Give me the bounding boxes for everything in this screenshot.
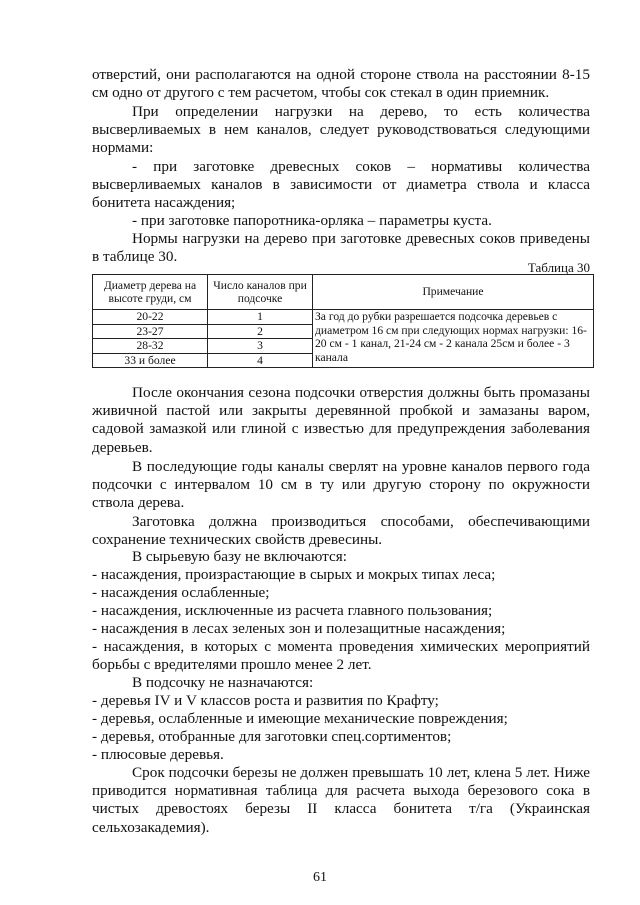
table-row: [93, 310, 594, 325]
paragraph-next-years: В последующие годы каналы сверлят на уровне каналов первого года подсочки с интервалом 10 см в ту или другую сторону по окружности ствола дерева.: [92, 458, 590, 512]
paragraph-after-season: После окончания сезона подсочки отверстия должны быть промазаны живичной пастой или закрыты деревянной пробкой и замазаны варом, садовой замазкой или глиной с известью для предупреждения заболевания деревьев.: [92, 384, 590, 456]
paragraph-continuation: отверстий, они располагаются на одной стороне ствола на расстоянии 8-15 см одно от другого с тем расчетом, чтобы сок стекал в один приемник.: [92, 66, 590, 102]
list-item-fern: - при заготовке папоротника-орляка – параметры куста.: [132, 212, 492, 229]
list-item: - насаждения ослабленные;: [92, 584, 270, 601]
paragraph-period: Срок подсочки березы не должен превышать 10 лет, клена 5 лет. Ниже приводится нормативная таблица для расчета выхода березового сока в чистых древостоях березы II класса бонитета т/га (Украинская сельхозакадемия).: [92, 764, 590, 836]
list-item: - насаждения, исключенные из расчета главного пользования;: [92, 602, 493, 619]
paragraph-harvesting: Заготовка должна производиться способами, обеспечивающими сохранение технических свойств древесины.: [92, 513, 590, 549]
cell-channels: 1: [208, 310, 313, 325]
header-diameter: Диаметр дерева на высоте груди, см: [93, 275, 208, 310]
header-channels: Число каналов при подсочке: [208, 275, 313, 310]
cell-channels: 3: [208, 339, 313, 354]
cell-note: За год до рубки разрешается подсочка деревьев с диаметром 16 см при следующих нормах нагрузки: 16-20 см - 1 канал, 21-24 см - 2 канала 25см и более - 3 канала: [313, 310, 594, 368]
list-item: - насаждения в лесах зеленых зон и полезащитные насаждения;: [92, 620, 506, 637]
list-item: - деревья, ослабленные и имеющие механические повреждения;: [92, 710, 508, 727]
paragraph-load-norms: При определении нагрузки на дерево, то есть количества высверливаемых в нем каналов, следует руководствоваться следующими нормами:: [92, 103, 590, 157]
cell-diameter: 28-32: [93, 339, 208, 354]
paragraph-table-ref: Нормы нагрузки на дерево при заготовке древесных соков приведены в таблице 30.: [92, 230, 590, 266]
paragraph-not-assigned-heading: В подсочку не назначаются:: [132, 674, 314, 691]
list-item: - деревья IV и V классов роста и развития по Крафту;: [92, 692, 439, 709]
cell-diameter: 33 и более: [93, 353, 208, 368]
list-item: - насаждения, произрастающие в сырых и мокрых типах леса;: [92, 566, 496, 583]
paragraph-excluded-heading: В сырьевую базу не включаются:: [132, 548, 347, 565]
list-item: - насаждения, в которых с момента проведения химических мероприятий борьбы с вредителями прошло менее 2 лет.: [92, 638, 590, 674]
load-norms-table: [92, 274, 594, 368]
cell-diameter: 23-27: [93, 324, 208, 339]
cell-channels: 2: [208, 324, 313, 339]
header-note: Примечание: [313, 275, 594, 310]
list-item-sap: - при заготовке древесных соков – нормативы количества высверливаемых каналов в зависимости от диаметра ствола и класса бонитета насаждения;: [92, 158, 590, 212]
list-item: - плюсовые деревья.: [92, 746, 224, 763]
cell-diameter: 20-22: [93, 310, 208, 325]
list-item: - деревья, отобранные для заготовки спец.сортиментов;: [92, 728, 452, 745]
page-number: 61: [313, 870, 327, 885]
table-caption: Таблица 30: [527, 260, 590, 275]
cell-channels: 4: [208, 353, 313, 368]
table-header-row: [93, 275, 594, 310]
